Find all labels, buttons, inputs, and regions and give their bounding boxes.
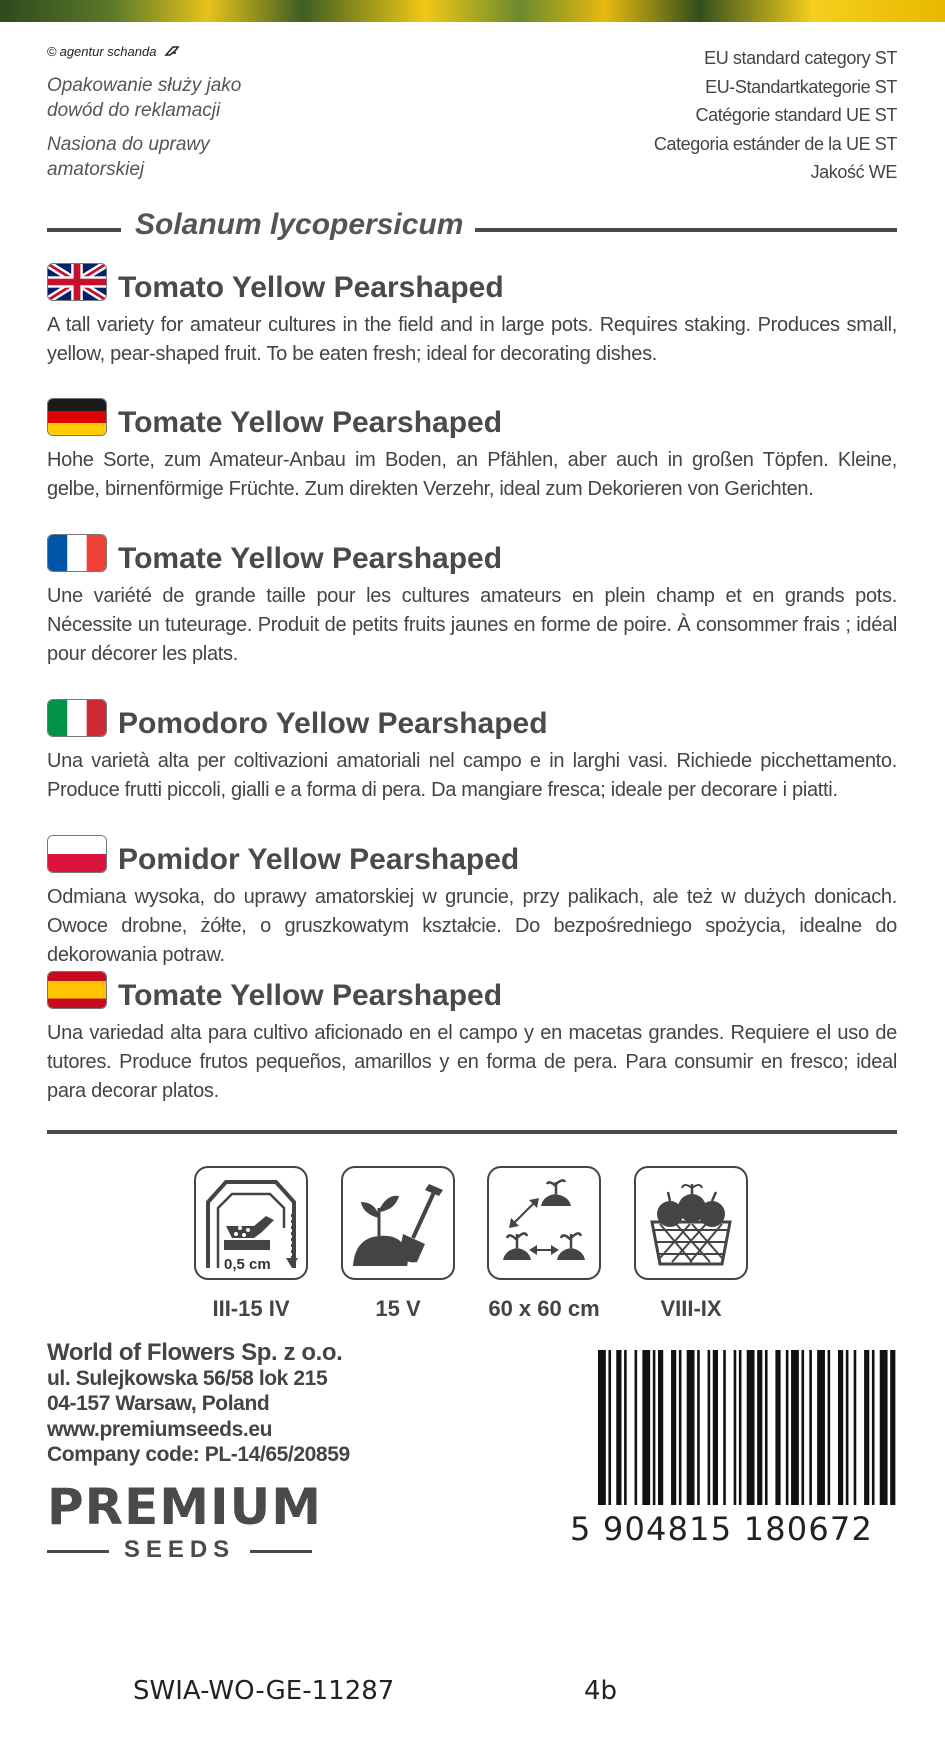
description-it: Una varietà alta per coltivazioni amatoriali nel campo e in larghi vasi. Richiede picchettamento. Produce frutti piccoli, gialli e a forma di pera. Da mangiare fresca; ideale per decorare i piatti.: [47, 750, 897, 801]
copyright-line: [47, 44, 180, 59]
header-photo-strip: [0, 0, 945, 22]
variety-title-pl: Pomidor Yellow Pearshaped: [118, 843, 520, 876]
planting-date-label: 15 V: [375, 1296, 421, 1321]
barcode-bar: [616, 1350, 621, 1505]
species-rule-left: [47, 228, 121, 232]
barcode-bar: [846, 1350, 849, 1505]
barcode-bar: [757, 1350, 762, 1505]
premium-seeds-logo: [47, 1478, 323, 1564]
france-flag-icon: [47, 534, 107, 572]
brand-sub-text: SEEDS: [123, 1536, 236, 1563]
barcode-bar: [713, 1350, 718, 1505]
barcode-bar: [658, 1350, 663, 1505]
harvest-basket-icon: [634, 1166, 748, 1280]
barcode-bar: [624, 1350, 627, 1505]
product-code: SWIA-WO-GE-11287: [133, 1676, 395, 1706]
barcode-bar: [880, 1350, 888, 1505]
barcode-bar: [765, 1350, 768, 1505]
description-en: A tall variety for amateur cultures in the field and in large pots. Requires staking. Produces small, yellow, pear-shaped fruit. To be eaten fresh; ideal for decorating dishes.: [47, 314, 897, 365]
germany-flag-icon: [47, 398, 107, 436]
description-fr: Une variété de grande taille pour les cultures amateurs en plein champ et en grands pots. Nécessite un tuteurage. Produit de petits fruits jaunes en forme de poire. À consommer frais ; idéal pour décorer les plats.: [47, 585, 897, 665]
page-number: 4b: [584, 1676, 618, 1706]
barcode-bar: [791, 1350, 799, 1505]
barcode-bar: [679, 1350, 682, 1505]
barcode-bar: [828, 1350, 831, 1505]
species-name: Solanum lycopersicum: [135, 208, 464, 241]
barcode-digits: 5 904815 180672: [570, 1510, 874, 1548]
barcode-bar: [838, 1350, 843, 1505]
barcode-bar: [854, 1350, 857, 1505]
copyright-mark: ©: [47, 44, 57, 59]
sowing-depth-label: 0,5 cm: [224, 1256, 271, 1273]
harvest-period-label: VIII-IX: [660, 1296, 722, 1321]
packaging-note: Opakowanie służy jako dowód do reklamacji: [47, 75, 242, 121]
description-pl: Odmiana wysoka, do uprawy amatorskiej w gruncie, przy palikach, ale też w dużych donicach. Owoce drobne, żółte, o gruszkowatym kształcie. Do bezpośredniego spożycia, idealne do dekorowania potraw.: [47, 886, 897, 966]
eu-category-line: Jakość WE: [810, 162, 897, 182]
brand-main-text: PREMIUM: [47, 1478, 323, 1536]
description-es: Una variedad alta para cultivo aficionado en el campo y en macetas grandes. Requiere el uso de tutores. Produce frutos pequeños, amarillos y en forma de pera. Para consumir en fresco; ideal para decorar platos.: [47, 1022, 897, 1102]
agentur-logo-icon: [164, 45, 180, 57]
italy-flag-icon: [47, 699, 107, 737]
description-de: Hohe Sorte, zum Amateur-Anbau im Boden, an Pfählen, aber auch in großen Töpfen. Kleine, gelbe, birnenförmige Früchte. Zum direkten Verzehr, ideal zum Dekorieren von Gerichten.: [47, 449, 897, 500]
amateur-note: Nasiona do uprawy amatorskiej: [47, 134, 210, 180]
eu-category-line: Catégorie standard UE ST: [695, 105, 897, 125]
barcode-bar: [635, 1350, 638, 1505]
barcode-bar: [872, 1350, 875, 1505]
barcode-bar: [608, 1350, 611, 1505]
copyright-owner: agentur schanda: [59, 44, 157, 59]
spacing-label: 60 x 60 cm: [488, 1296, 600, 1321]
poland-flag-icon: [47, 835, 107, 873]
variety-title-es: Tomate Yellow Pearshaped: [118, 979, 503, 1012]
barcode-bar: [671, 1350, 676, 1505]
species-rule-right: [475, 228, 897, 232]
barcode-bar: [734, 1350, 737, 1505]
variety-title-fr: Tomate Yellow Pearshaped: [118, 542, 503, 575]
variety-title-en: Tomato Yellow Pearshaped: [118, 271, 504, 304]
barcode-bar: [817, 1350, 825, 1505]
eu-categories: [654, 44, 897, 187]
greenhouse-sowing-icon: [194, 1166, 308, 1280]
barcode-bar: [697, 1350, 700, 1505]
company-city: 04-157 Warsaw, Poland: [47, 1392, 270, 1415]
barcode-bar: [801, 1350, 804, 1505]
barcode-bar: [653, 1350, 656, 1505]
spacing-icon: [487, 1166, 601, 1280]
barcode-bar: [708, 1350, 711, 1505]
eu-category-line: EU standard category ST: [704, 48, 897, 68]
eu-category-line: Categoria estánder de la UE ST: [653, 133, 897, 154]
barcode-bar: [786, 1350, 789, 1505]
sowing-period-label: III-15 IV: [212, 1296, 290, 1321]
uk-flag-icon: [47, 263, 107, 301]
barcode-bar: [864, 1350, 869, 1505]
barcode-bar: [723, 1350, 726, 1505]
brand-rule-right: [250, 1550, 312, 1553]
spain-flag-icon: [47, 971, 107, 1009]
company-address: [47, 1340, 350, 1468]
section-divider: [47, 1130, 897, 1134]
variety-title-de: Tomate Yellow Pearshaped: [118, 406, 503, 439]
barcode-bar: [687, 1350, 695, 1505]
barcode-bar: [775, 1350, 780, 1505]
barcode-bar: [642, 1350, 650, 1505]
barcode-bar: [739, 1350, 742, 1505]
species-heading: [47, 206, 897, 246]
company-code: Company code: PL-14/65/20859: [47, 1443, 350, 1466]
variety-title-it: Pomodoro Yellow Pearshaped: [118, 707, 548, 740]
planting-out-icon: [341, 1166, 455, 1280]
eu-category-line: EU-Standartkategorie ST: [705, 76, 897, 97]
barcode-bar: [890, 1350, 895, 1505]
barcode-bar: [747, 1350, 755, 1505]
barcode-bar: [809, 1350, 812, 1505]
company-street: ul. Sulejkowska 56/58 lok 215: [47, 1366, 328, 1390]
company-website[interactable]: www.premiumseeds.eu: [47, 1417, 273, 1441]
barcode: [598, 1350, 898, 1505]
barcode-bar: [598, 1350, 606, 1505]
company-name: World of Flowers Sp. z o.o.: [47, 1339, 343, 1366]
